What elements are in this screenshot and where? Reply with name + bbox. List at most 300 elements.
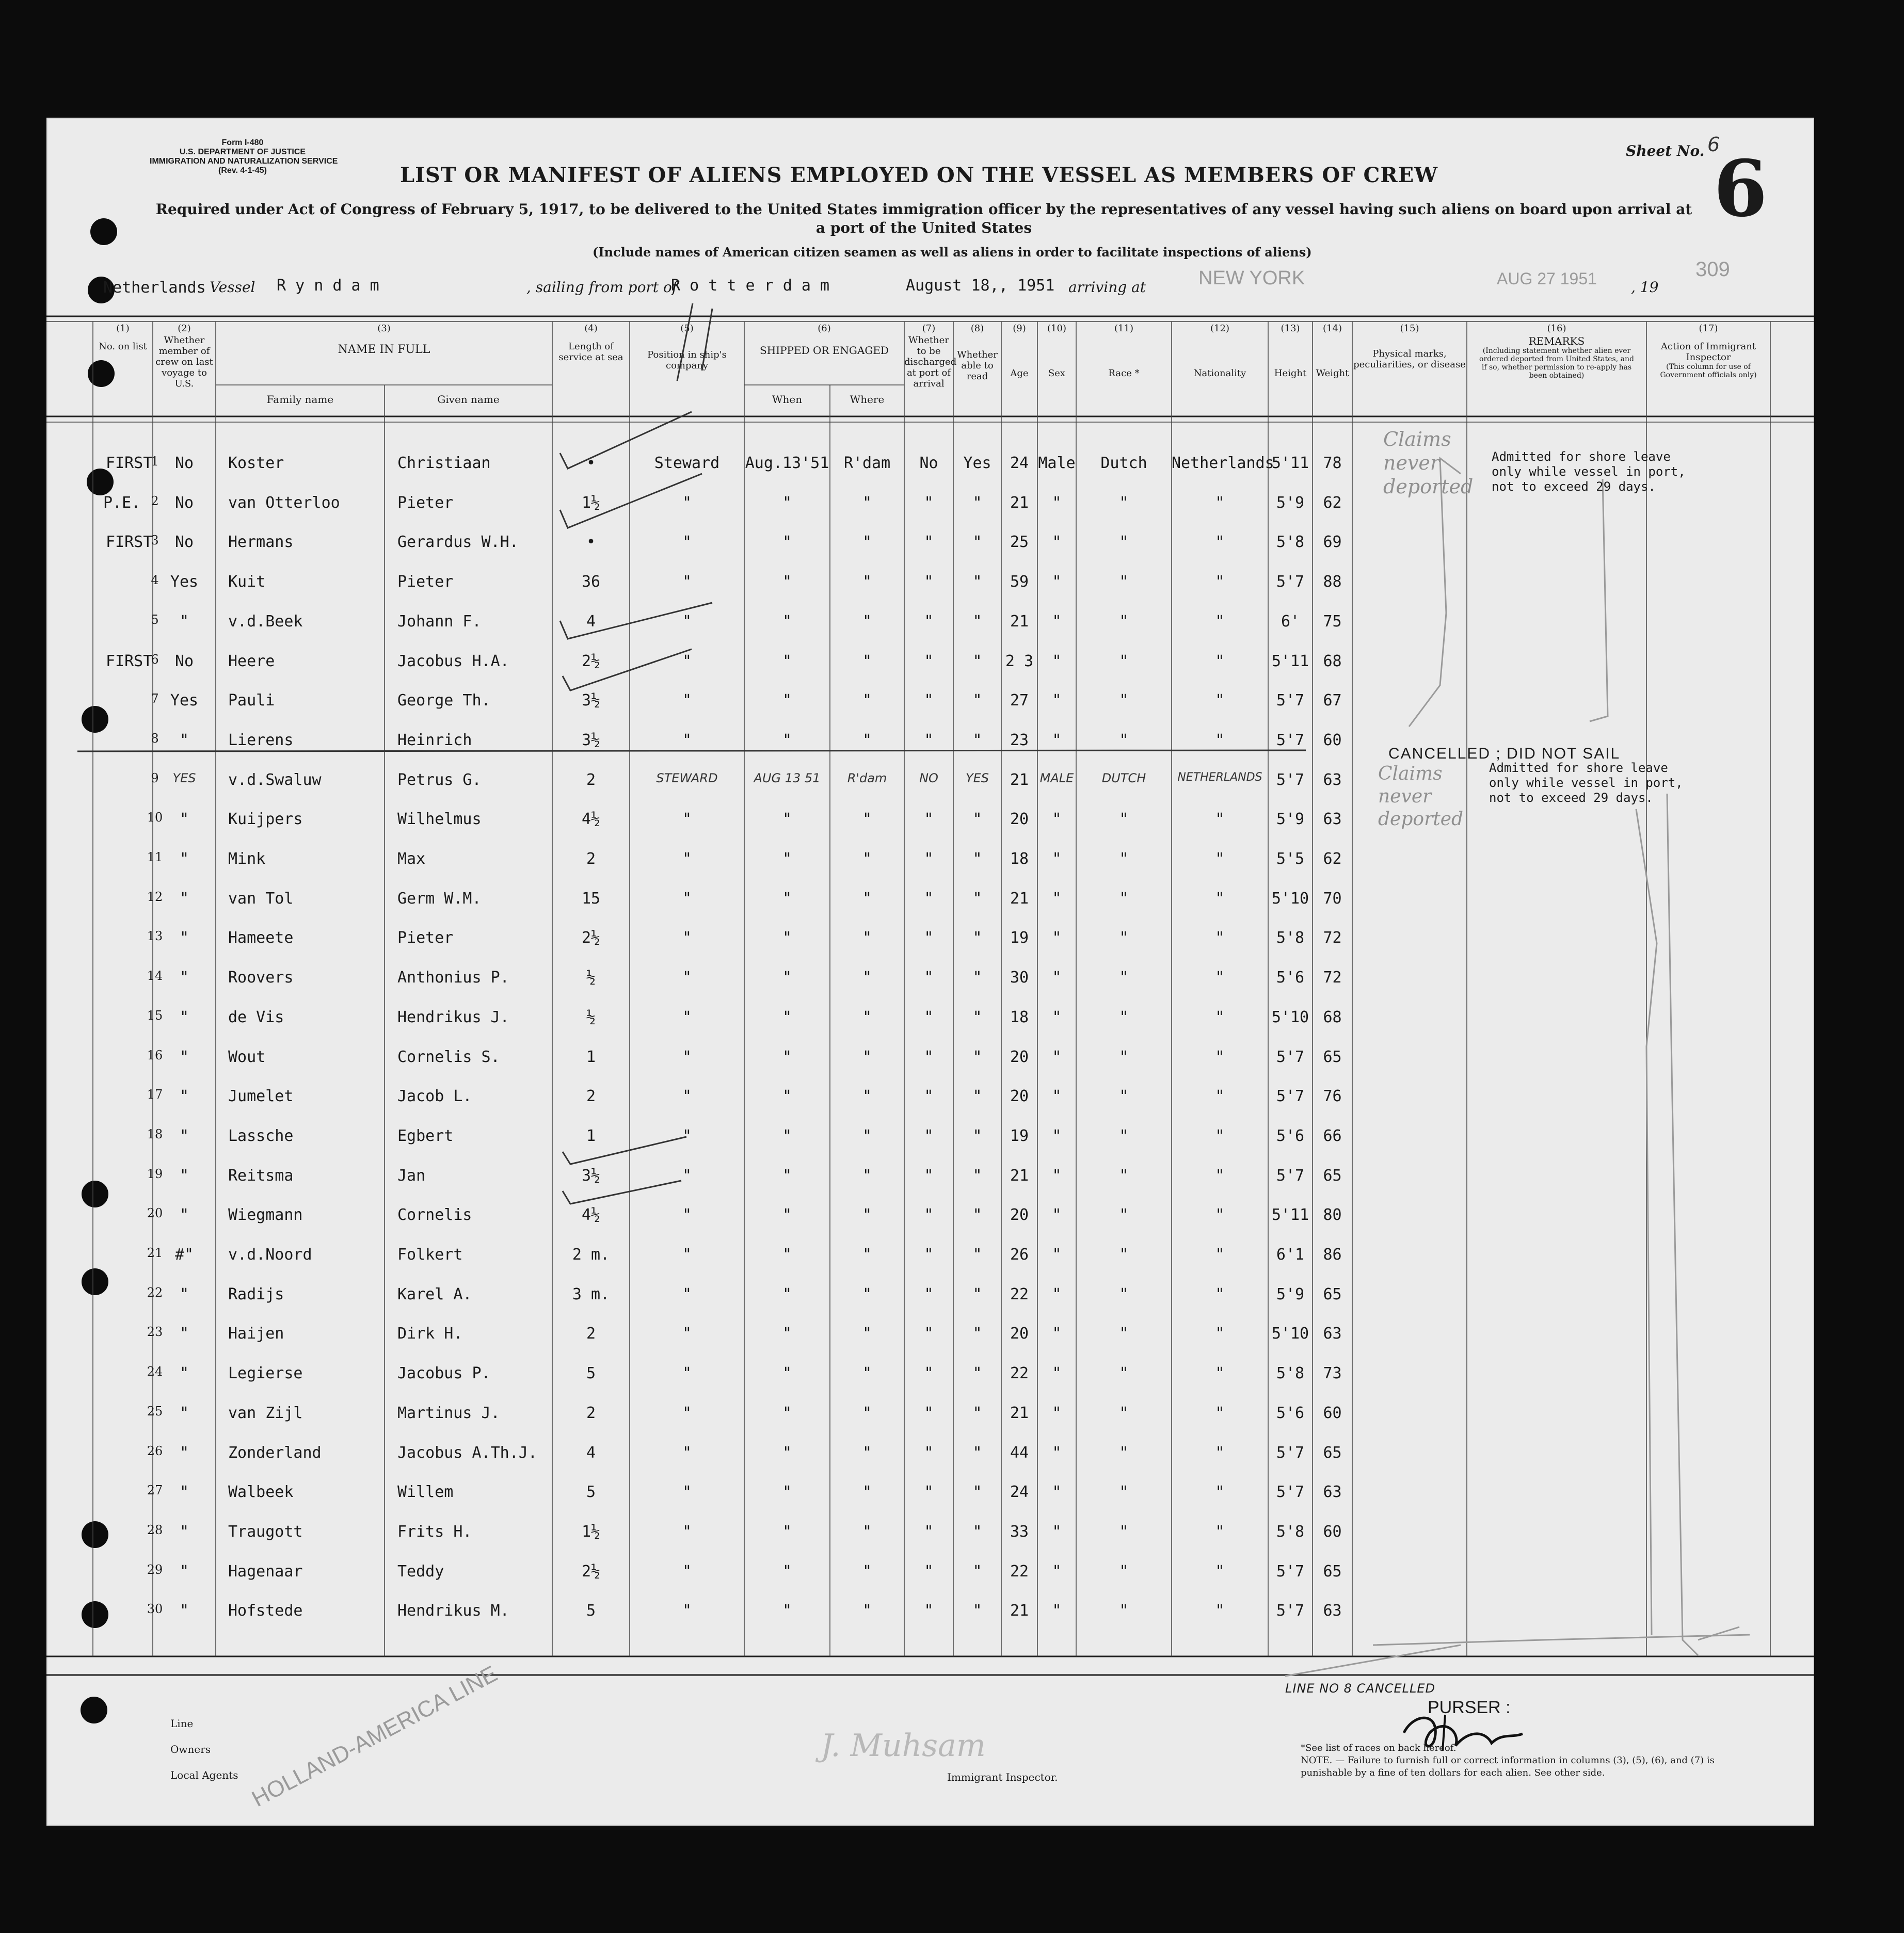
cell-given: Germ W.M. bbox=[397, 889, 482, 908]
cell-discharge: " bbox=[924, 1562, 934, 1581]
cell-height: 5'11 bbox=[1271, 652, 1309, 670]
sheet-label: Sheet No. bbox=[1626, 142, 1705, 159]
cell-read: " bbox=[972, 1522, 982, 1541]
cell-position: " bbox=[682, 533, 692, 552]
cell-no: 23 bbox=[147, 1325, 163, 1340]
cell-sex: " bbox=[1052, 1087, 1062, 1106]
cell-age: 26 bbox=[1010, 1246, 1029, 1264]
cell-discharge: " bbox=[924, 1166, 934, 1185]
cell-service: ½ bbox=[586, 1008, 596, 1026]
cell-read: " bbox=[972, 1443, 982, 1462]
col-number: (15) bbox=[1400, 323, 1419, 334]
cell-read: " bbox=[972, 652, 982, 670]
col-length-service bbox=[552, 323, 630, 363]
col-when: When bbox=[772, 393, 803, 406]
cell-nat: " bbox=[1215, 1126, 1225, 1145]
cell-nat: " bbox=[1215, 1364, 1225, 1383]
col-given-name: Given name bbox=[437, 393, 500, 406]
cell-prev: " bbox=[179, 1048, 189, 1066]
col-position bbox=[630, 323, 744, 371]
cell-weight: 65 bbox=[1323, 1048, 1342, 1066]
cell-where: " bbox=[862, 533, 872, 552]
cell-height: 5'7 bbox=[1276, 731, 1305, 749]
col-race bbox=[1076, 323, 1172, 379]
cell-given: Hendrikus J. bbox=[397, 1008, 509, 1026]
cell-prev: " bbox=[179, 731, 189, 749]
cell-discharge: " bbox=[924, 1483, 934, 1502]
cell-read: " bbox=[972, 1087, 982, 1106]
cell-prev: " bbox=[179, 1126, 189, 1145]
cell-race: " bbox=[1119, 929, 1129, 947]
cell-discharge: NO bbox=[919, 770, 938, 785]
cell-weight: 63 bbox=[1323, 810, 1342, 829]
cell-discharge: " bbox=[924, 889, 934, 908]
cell-service: 1½ bbox=[581, 493, 601, 512]
col-nationality bbox=[1172, 323, 1268, 379]
cell-height: 5'7 bbox=[1276, 1048, 1305, 1066]
cell-age: 21 bbox=[1010, 1166, 1029, 1185]
cell-nat: " bbox=[1215, 731, 1225, 749]
cell-given: Frits H. bbox=[397, 1522, 472, 1541]
remarks-shore-leave: Admitted for shore leave only while vessel in port, not to exceed 29 days. bbox=[1492, 449, 1686, 494]
cell-when: " bbox=[782, 850, 792, 868]
cell-age: 30 bbox=[1010, 969, 1029, 987]
cell-when: " bbox=[782, 533, 792, 552]
cell-read: " bbox=[972, 533, 982, 552]
cell-age: 33 bbox=[1010, 1522, 1029, 1541]
cell-mark: FIRST bbox=[106, 454, 153, 472]
cell-given: Dirk H. bbox=[397, 1325, 463, 1343]
cell-sex: " bbox=[1052, 1602, 1062, 1620]
cell-position: " bbox=[682, 1404, 692, 1422]
line-label: Line bbox=[170, 1717, 194, 1730]
cell-position: " bbox=[682, 1166, 692, 1185]
col-number: (10) bbox=[1047, 323, 1066, 334]
see-list-note: *See list of races on back hereof. bbox=[1301, 1743, 1457, 1753]
cell-weight: 88 bbox=[1323, 573, 1342, 591]
cell-read: " bbox=[972, 1602, 982, 1620]
cell-when: " bbox=[782, 493, 792, 512]
cell-sex: " bbox=[1052, 731, 1062, 749]
line-cancelled-note: LINE NO 8 CANCELLED bbox=[1285, 1681, 1436, 1696]
cell-where: " bbox=[862, 1483, 872, 1502]
col-number: (12) bbox=[1210, 323, 1229, 334]
cell-when: " bbox=[782, 1166, 792, 1185]
vessel-name: R y n d a m bbox=[277, 277, 379, 295]
cell-service: ½ bbox=[586, 969, 596, 987]
inspector-signature: J. Muhsam bbox=[821, 1728, 986, 1764]
cell-given: Folkert bbox=[397, 1246, 463, 1264]
vessel-label: Vessel bbox=[210, 279, 255, 296]
cell-given: Willem bbox=[397, 1483, 454, 1502]
cell-discharge: " bbox=[924, 1048, 934, 1066]
cell-nat: " bbox=[1215, 1166, 1225, 1185]
col-number: (9) bbox=[1013, 323, 1026, 334]
cell-nat: " bbox=[1215, 1483, 1225, 1502]
cell-race: " bbox=[1119, 889, 1129, 908]
cancelled-note: CANCELLED ; DID NOT SAIL bbox=[1388, 745, 1621, 762]
cell-discharge: " bbox=[924, 573, 934, 591]
cell-nat: " bbox=[1215, 1087, 1225, 1106]
cell-age: 18 bbox=[1010, 850, 1029, 868]
cell-age: 21 bbox=[1010, 612, 1029, 631]
cell-prev: " bbox=[179, 1285, 189, 1303]
cell-read: " bbox=[972, 1126, 982, 1145]
cell-race: " bbox=[1119, 573, 1129, 591]
cell-nat: " bbox=[1215, 1443, 1225, 1462]
col-label: SHIPPED OR ENGAGED bbox=[760, 344, 889, 357]
cell-sex: " bbox=[1052, 1126, 1062, 1145]
cell-read: " bbox=[972, 1364, 982, 1383]
cell-read: YES bbox=[965, 770, 989, 785]
cell-weight: 70 bbox=[1323, 889, 1342, 908]
cell-prev: " bbox=[179, 1325, 189, 1343]
col-height bbox=[1268, 323, 1313, 379]
cell-read: " bbox=[972, 929, 982, 947]
cell-sex: " bbox=[1052, 889, 1062, 908]
cell-family: Wout bbox=[228, 1048, 266, 1066]
cell-nat: " bbox=[1215, 691, 1225, 710]
cell-nat: " bbox=[1215, 573, 1225, 591]
cell-height: 5'10 bbox=[1271, 1008, 1309, 1026]
cell-nat: " bbox=[1215, 1285, 1225, 1303]
cell-when: " bbox=[782, 1443, 792, 1462]
col-label: Height bbox=[1274, 368, 1307, 379]
cell-prev: " bbox=[179, 1087, 189, 1106]
cell-sex: " bbox=[1052, 493, 1062, 512]
cell-height: 5'6 bbox=[1276, 1404, 1305, 1422]
cell-when: " bbox=[782, 573, 792, 591]
cell-weight: 72 bbox=[1323, 929, 1342, 947]
cell-given: Cornelis bbox=[397, 1206, 472, 1225]
cell-nat: " bbox=[1215, 1522, 1225, 1541]
cell-nat: " bbox=[1215, 1048, 1225, 1066]
col-label: Length of service at sea bbox=[558, 341, 623, 363]
cell-weight: 60 bbox=[1323, 731, 1342, 749]
cell-weight: 62 bbox=[1323, 850, 1342, 868]
cell-read: " bbox=[972, 1285, 982, 1303]
cell-weight: 65 bbox=[1323, 1285, 1342, 1303]
cell-when: " bbox=[782, 1008, 792, 1026]
cell-race: " bbox=[1119, 691, 1129, 710]
cell-position: " bbox=[682, 850, 692, 868]
cell-where: " bbox=[862, 1325, 872, 1343]
cell-age: 22 bbox=[1010, 1562, 1029, 1581]
cell-prev: YES bbox=[172, 770, 196, 785]
cell-position: " bbox=[682, 1562, 692, 1581]
cell-read: " bbox=[972, 1562, 982, 1581]
cell-sex: " bbox=[1052, 1483, 1062, 1502]
cell-discharge: " bbox=[924, 850, 934, 868]
cell-position: " bbox=[682, 1483, 692, 1502]
cell-prev: " bbox=[179, 1483, 189, 1502]
cell-no: 20 bbox=[147, 1206, 163, 1221]
cell-service: 36 bbox=[581, 573, 601, 591]
manifest-sheet bbox=[46, 118, 1814, 1826]
cell-given: Jacobus P. bbox=[397, 1364, 491, 1383]
col-name-full bbox=[216, 323, 552, 355]
cell-service: 2 bbox=[586, 850, 596, 868]
cell-height: 5'11 bbox=[1271, 454, 1309, 472]
cell-family: Kuit bbox=[228, 573, 266, 591]
cell-height: 5'9 bbox=[1276, 493, 1305, 512]
col-weight bbox=[1313, 323, 1352, 379]
cell-prev: No bbox=[174, 493, 194, 512]
cell-family: Reitsma bbox=[228, 1166, 294, 1185]
cell-family: v.d.Swaluw bbox=[228, 770, 322, 789]
col-label: Race * bbox=[1108, 368, 1140, 379]
cell-given: George Th. bbox=[397, 691, 491, 710]
col-label: Age bbox=[1010, 368, 1029, 379]
cell-service: • bbox=[586, 454, 596, 472]
cell-weight: 67 bbox=[1323, 691, 1342, 710]
cell-where: R'dam bbox=[843, 454, 891, 472]
col-number: (7) bbox=[922, 323, 936, 334]
col-number: (4) bbox=[584, 323, 598, 334]
cell-nat: " bbox=[1215, 810, 1225, 829]
cell-position: " bbox=[682, 889, 692, 908]
cell-sex: MALE bbox=[1039, 770, 1074, 785]
cell-discharge: " bbox=[924, 533, 934, 552]
cell-service: 15 bbox=[581, 889, 601, 908]
cell-read: " bbox=[972, 1246, 982, 1264]
cell-position: " bbox=[682, 810, 692, 829]
cell-position: " bbox=[682, 1126, 692, 1145]
col-label: NAME IN FULL bbox=[338, 343, 430, 356]
cell-weight: 65 bbox=[1323, 1166, 1342, 1185]
cell-family: Hameete bbox=[228, 929, 294, 947]
col-label: Whether to be discharged at port of arrival bbox=[904, 335, 957, 389]
cell-when: Aug.13'51 bbox=[745, 454, 829, 472]
cell-discharge: " bbox=[924, 731, 934, 749]
cell-given: Pieter bbox=[397, 929, 454, 947]
cell-age: 21 bbox=[1010, 770, 1029, 789]
cell-position: " bbox=[682, 691, 692, 710]
cell-when: " bbox=[782, 810, 792, 829]
cell-height: 5'8 bbox=[1276, 533, 1305, 552]
cell-where: " bbox=[862, 1364, 872, 1383]
cell-no: 8 bbox=[151, 731, 159, 746]
service-name: IMMIGRATION AND NATURALIZATION SERVICE bbox=[150, 157, 338, 166]
cell-family: Roovers bbox=[228, 969, 294, 987]
footnote-block bbox=[1301, 1742, 1765, 1779]
cell-nat: " bbox=[1215, 1246, 1225, 1264]
cell-nat: " bbox=[1215, 1008, 1225, 1026]
cell-service: 2½ bbox=[581, 929, 601, 947]
cell-read: " bbox=[972, 573, 982, 591]
cell-read: " bbox=[972, 850, 982, 868]
cell-height: 5'5 bbox=[1276, 850, 1305, 868]
cell-age: 59 bbox=[1010, 573, 1029, 591]
cell-age: 2 3 bbox=[1005, 652, 1034, 670]
cell-service: 2½ bbox=[581, 652, 601, 670]
cell-service: 5 bbox=[586, 1483, 596, 1502]
cell-position: STEWARD bbox=[656, 770, 718, 785]
cell-height: 5'9 bbox=[1276, 1285, 1305, 1303]
cell-height: 5'7 bbox=[1276, 770, 1305, 789]
cell-position: " bbox=[682, 573, 692, 591]
cell-race: Dutch bbox=[1100, 454, 1147, 472]
cell-sex: " bbox=[1052, 810, 1062, 829]
cell-prev: " bbox=[179, 889, 189, 908]
cell-no: 19 bbox=[147, 1166, 163, 1181]
cell-no: 24 bbox=[147, 1364, 163, 1379]
cell-prev: " bbox=[179, 1602, 189, 1620]
col-number: (8) bbox=[970, 323, 984, 334]
cell-position: " bbox=[682, 1522, 692, 1541]
cell-service: 1 bbox=[586, 1048, 596, 1066]
cell-race: " bbox=[1119, 1325, 1129, 1343]
cell-no: 21 bbox=[147, 1246, 163, 1260]
cell-discharge: " bbox=[924, 1522, 934, 1541]
cell-where: " bbox=[862, 1166, 872, 1185]
cell-position: " bbox=[682, 1443, 692, 1462]
cell-position: " bbox=[682, 929, 692, 947]
cell-given: Hendrikus M. bbox=[397, 1602, 509, 1620]
cell-prev: " bbox=[179, 1364, 189, 1383]
cell-nat: Netherlands bbox=[1172, 454, 1274, 472]
col-label: Position in ship's company bbox=[647, 349, 727, 371]
cell-when: " bbox=[782, 652, 792, 670]
cell-no: 27 bbox=[147, 1483, 163, 1498]
cell-prev: Yes bbox=[170, 573, 199, 591]
cell-where: " bbox=[862, 969, 872, 987]
cell-position: " bbox=[682, 1008, 692, 1026]
cell-weight: 78 bbox=[1323, 454, 1342, 472]
cell-weight: 66 bbox=[1323, 1126, 1342, 1145]
cell-position: " bbox=[682, 612, 692, 631]
cell-family: Radijs bbox=[228, 1285, 284, 1303]
inspector-label: Immigrant Inspector. bbox=[947, 1771, 1058, 1783]
cell-race: " bbox=[1119, 1126, 1129, 1145]
cell-family: Koster bbox=[228, 454, 284, 472]
cell-family: Kuijpers bbox=[228, 810, 303, 829]
cell-read: " bbox=[972, 691, 982, 710]
cell-nat: " bbox=[1215, 1325, 1225, 1343]
cell-family: Wiegmann bbox=[228, 1206, 303, 1225]
cell-age: 44 bbox=[1010, 1443, 1029, 1462]
cell-no: 18 bbox=[147, 1126, 163, 1141]
cell-no: 15 bbox=[147, 1008, 163, 1023]
departure-port: R o t t e r d a m bbox=[671, 277, 830, 295]
cell-nat: " bbox=[1215, 850, 1225, 868]
cell-age: 19 bbox=[1010, 1126, 1029, 1145]
cell-prev: " bbox=[179, 612, 189, 631]
cell-discharge: " bbox=[924, 969, 934, 987]
cell-read: Yes bbox=[963, 454, 991, 472]
cell-sex: " bbox=[1052, 533, 1062, 552]
cell-where: " bbox=[862, 889, 872, 908]
cell-height: 5'7 bbox=[1276, 1602, 1305, 1620]
cell-prev: " bbox=[179, 850, 189, 868]
cell-sex: " bbox=[1052, 1562, 1062, 1581]
cell-family: Legierse bbox=[228, 1364, 303, 1383]
cell-given: Martinus J. bbox=[397, 1404, 500, 1422]
cell-service: 5 bbox=[586, 1364, 596, 1383]
cell-weight: 73 bbox=[1323, 1364, 1342, 1383]
cell-read: " bbox=[972, 1483, 982, 1502]
cell-age: 22 bbox=[1010, 1285, 1029, 1303]
cell-service: • bbox=[586, 533, 596, 552]
cell-family: de Vis bbox=[228, 1008, 284, 1026]
cell-discharge: " bbox=[924, 652, 934, 670]
cell-when: " bbox=[782, 1048, 792, 1066]
cell-family: van Otterloo bbox=[228, 493, 340, 512]
form-subtitle: Required under Act of Congress of February 5, 1917, to be delivered to the United States immigration officer by the representatives of any vessel having such aliens on board upon arrival at a port of the United States bbox=[155, 201, 1692, 236]
cell-read: " bbox=[972, 731, 982, 749]
cell-family: Zonderland bbox=[228, 1443, 322, 1462]
cell-prev: " bbox=[179, 1522, 189, 1541]
cell-service: 2½ bbox=[581, 1562, 601, 1581]
col-family-name: Family name bbox=[266, 393, 334, 406]
cell-height: 5'7 bbox=[1276, 691, 1305, 710]
cell-nat: " bbox=[1215, 929, 1225, 947]
cell-service: 2 bbox=[586, 1325, 596, 1343]
cell-given: Pieter bbox=[397, 573, 454, 591]
cell-no: 17 bbox=[147, 1087, 163, 1102]
cell-sex: " bbox=[1052, 1285, 1062, 1303]
cell-position: " bbox=[682, 1048, 692, 1066]
col-inspector-action bbox=[1646, 323, 1770, 379]
cell-service: 3 m. bbox=[572, 1285, 610, 1303]
cell-given: Anthonius P. bbox=[397, 969, 509, 987]
cell-height: 5'10 bbox=[1271, 889, 1309, 908]
cell-position: " bbox=[682, 1285, 692, 1303]
cell-position: " bbox=[682, 493, 692, 512]
cell-where: " bbox=[862, 691, 872, 710]
cell-height: 5'8 bbox=[1276, 1364, 1305, 1383]
cell-read: " bbox=[972, 1325, 982, 1343]
cell-when: " bbox=[782, 1285, 792, 1303]
cell-position: " bbox=[682, 1325, 692, 1343]
cell-discharge: " bbox=[924, 810, 934, 829]
physical-pencil-note: Claims never deported bbox=[1383, 428, 1474, 498]
cell-race: " bbox=[1119, 810, 1129, 829]
cell-service: 3½ bbox=[581, 731, 601, 749]
cell-where: " bbox=[862, 1443, 872, 1462]
cell-given: Jan bbox=[397, 1166, 426, 1185]
cell-discharge: " bbox=[924, 1443, 934, 1462]
cell-family: Hofstede bbox=[228, 1602, 303, 1620]
cell-nat: " bbox=[1215, 969, 1225, 987]
cell-read: " bbox=[972, 1166, 982, 1185]
cell-discharge: " bbox=[924, 691, 934, 710]
cell-where: R'dam bbox=[847, 770, 887, 785]
cell-nat: " bbox=[1215, 889, 1225, 908]
cell-race: " bbox=[1119, 1087, 1129, 1106]
cell-height: 6' bbox=[1281, 612, 1300, 631]
cell-prev: " bbox=[179, 1404, 189, 1422]
cell-read: " bbox=[972, 1008, 982, 1026]
purser-label: PURSER : bbox=[1428, 1698, 1511, 1717]
cell-where: " bbox=[862, 1048, 872, 1066]
cell-weight: 65 bbox=[1323, 1562, 1342, 1581]
cell-when: " bbox=[782, 1206, 792, 1225]
cell-race: " bbox=[1119, 1443, 1129, 1462]
cell-given: Teddy bbox=[397, 1562, 444, 1581]
cell-height: 6'1 bbox=[1276, 1246, 1305, 1264]
cell-weight: 63 bbox=[1323, 1325, 1342, 1343]
cell-discharge: " bbox=[924, 1087, 934, 1106]
cell-height: 5'7 bbox=[1276, 1087, 1305, 1106]
col-sex bbox=[1037, 323, 1076, 379]
cell-given: Wilhelmus bbox=[397, 810, 482, 829]
col-label: Whether member of crew on last voyage to U.S. bbox=[155, 335, 213, 389]
cell-sex: " bbox=[1052, 1325, 1062, 1343]
cell-race: " bbox=[1119, 533, 1129, 552]
cell-weight: 75 bbox=[1323, 612, 1342, 631]
cell-no: 16 bbox=[147, 1048, 163, 1062]
